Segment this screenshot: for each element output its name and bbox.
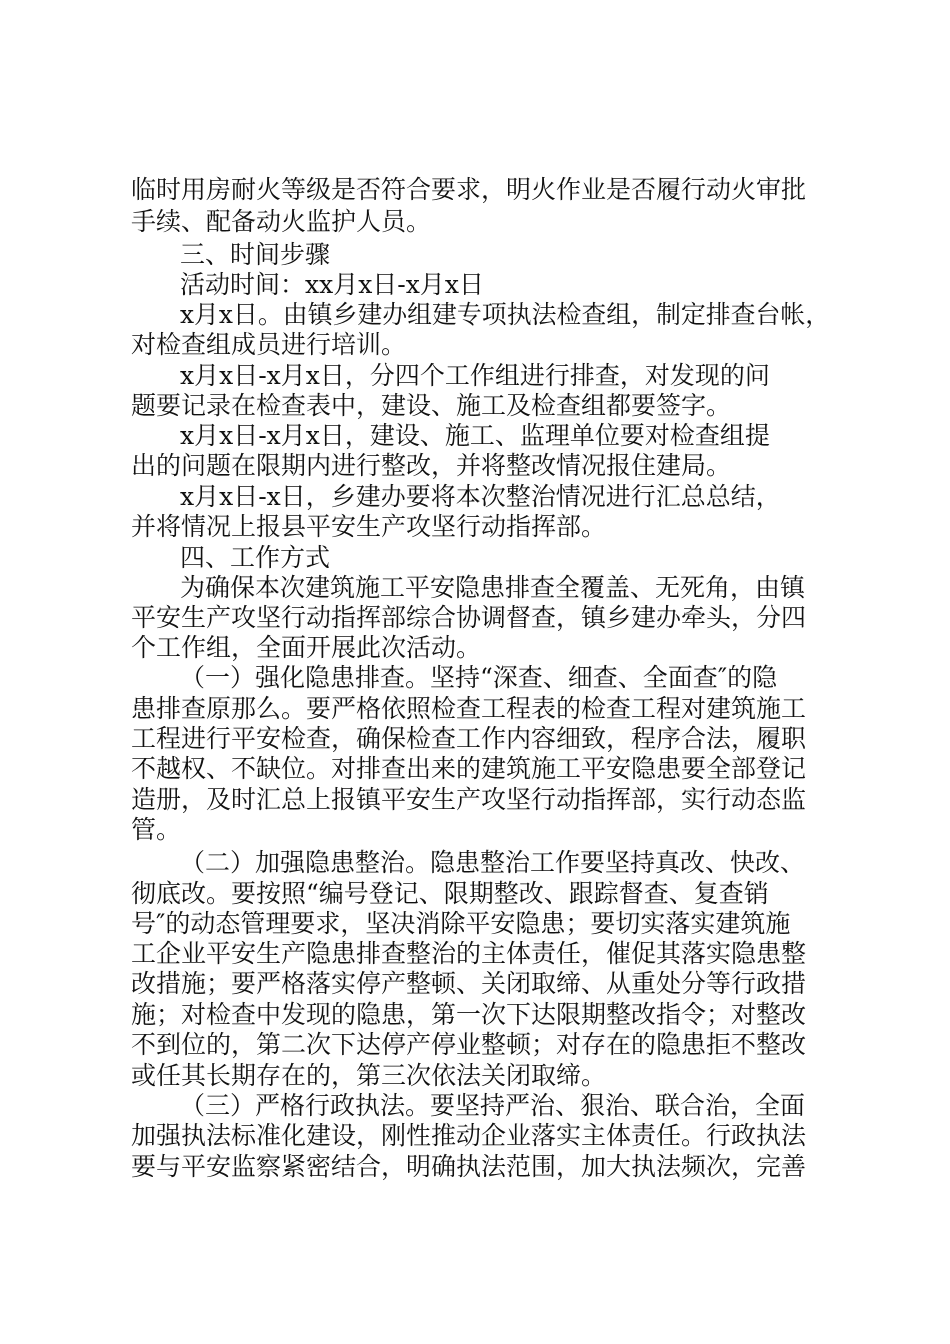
text-line: 并将情况上报县平安生产攻坚行动指挥部。: [131, 512, 607, 541]
text-line: 加强执法标准化建设，刚性推动企业落实主体责任。行政执法: [131, 1121, 807, 1150]
text-line: 不到位的，第二次下达停产停业整顿；对存在的隐患拒不整改: [131, 1030, 807, 1059]
text-line: 手续、配备动火监护人员。: [131, 207, 432, 236]
text-line: 活动时间：xx月x日-x月x日: [180, 270, 484, 299]
section-heading: 三、时间步骤: [180, 240, 331, 269]
text-line: 患排查原那么。要严格依照检查工程表的检查工程对建筑施工: [131, 694, 807, 723]
text-line: 施；对检查中发现的隐患，第一次下达限期整改指令；对整改: [131, 1000, 807, 1029]
text-line: x月x日-x月x日，建设、施工、监理单位要对检查组提: [180, 421, 770, 450]
text-line: 不越权、不缺位。对排查出来的建筑施工平安隐患要全部登记: [131, 754, 807, 783]
text-line: 题要记录在检查表中，建设、施工及检查组都要签字。: [131, 391, 732, 420]
text-line: （二）加强隐患整治。隐患整治工作要坚持真改、快改、: [180, 848, 806, 877]
text-line: 管。: [131, 815, 182, 844]
section-heading: 四、工作方式: [180, 543, 331, 572]
text-line: 临时用房耐火等级是否符合要求，明火作业是否履行动火审批: [131, 175, 807, 204]
text-line: x月x日-x日，乡建办要将本次整治情况进行汇总总结，: [180, 482, 781, 511]
text-line: 个工作组，全面开展此次活动。: [131, 633, 482, 662]
text-line: （三）严格行政执法。要坚持严治、狠治、联合治，全面: [180, 1091, 806, 1120]
text-line: 工企业平安生产隐患排查整治的主体责任，催促其落实隐患整: [131, 939, 807, 968]
text-line: 号″的动态管理要求，坚决消除平安隐患；要切实落实建筑施: [131, 909, 791, 938]
text-line: 平安生产攻坚行动指挥部综合协调督查，镇乡建办牵头，分四: [131, 603, 807, 632]
text-line: 为确保本次建筑施工平安隐患排查全覆盖、无死角，由镇: [180, 573, 806, 602]
text-line: 工程进行平安检查，确保检查工作内容细致，程序合法，履职: [131, 724, 807, 753]
text-line: 对检查组成员进行培训。: [131, 330, 407, 359]
text-line: 彻底改。要按照“编号登记、限期整改、跟踪督查、复查销: [131, 879, 769, 908]
text-line: x月x日-x月x日，分四个工作组进行排查，对发现的问: [180, 361, 770, 390]
text-line: 或任其长期存在的，第三次依法关闭取缔。: [131, 1061, 607, 1090]
text-line: 造册，及时汇总上报镇平安生产攻坚行动指挥部，实行动态监: [131, 785, 807, 814]
text-line: 改措施；要严格落实停产整顿、关闭取缔、从重处分等行政措: [131, 969, 807, 998]
text-line: （一）强化隐患排查。坚持“深查、细查、全面查″的隐: [180, 663, 778, 692]
text-line: 要与平安监察紧密结合，明确执法范围，加大执法频次，完善: [131, 1152, 807, 1181]
text-line: x月x日。由镇乡建办组建专项执法检查组，制定排查台帐，: [180, 300, 831, 329]
text-line: 出的问题在限期内进行整改，并将整改情况报住建局。: [131, 451, 732, 480]
